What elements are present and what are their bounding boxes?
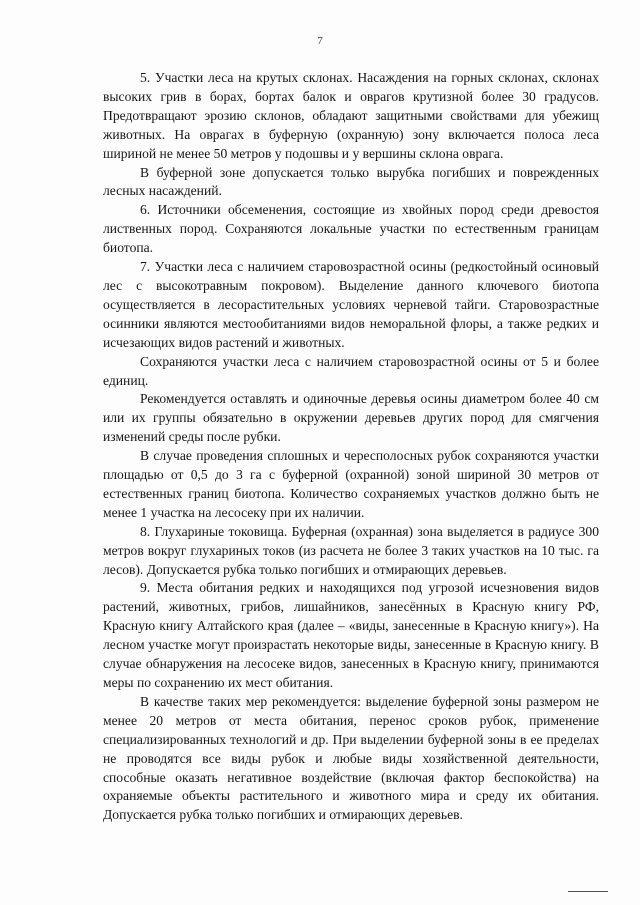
paragraph-protection-measures: В качестве таких мер рекомендуется: выделение буферной зоны размером не менее 20 метров от места обитания, перенос сроков рубок, применение специализированных технологий и др. При выделении буферной зоны в ее пределах не проводятся все виды рубок и любые виды хозяйственной деятельности, способные оказать негативное воздействие (включая фактор беспокойства) на охраняемые объекты растительного и животного мира и среду их обитания. Допускается рубка только погибших и отмирающих деревьев.	[103, 693, 599, 823]
paragraph-old-aspen: 7. Участки леса с наличием старовозрастной осины (редкостойный осиновый лес с высокотравным покровом). Выделение данного ключевого биотопа осуществляется в лесорастительных условиях черневой тайги. Старовозрастные осинники являются местообитаниями видов неморальной флоры, а также редких и исчезающих видов растений и животных.	[103, 259, 599, 350]
paragraph-aspen-recommendation: Рекомендуется оставлять и одиночные деревья осины диаметром более 40 см или их группы обязательно в окружении деревьев других пород для смягчения изменений среды после рубки.	[103, 391, 599, 445]
paragraph-buffer-zone-felling: В буферной зоне допускается только вырубка погибших и поврежденных лесных насаждений.	[103, 164, 599, 199]
paragraph-seed-sources: 6. Источники обсеменения, состоящие из хвойных пород среди древостоя лиственных пород. Сохраняются локальные участки по естественным границам биотопа.	[103, 202, 599, 256]
paragraph-capercaillie-leks: 8. Глухариные токовища. Буферная (охранная) зона выделяется в радиусе 300 метров вокруг глухариных токов (из расчета не более 3 таких участков на 10 тыс. га лесов). Допускается рубка только погибших и отмирающих деревьев.	[103, 523, 599, 577]
paragraph-aspen-retention: Сохраняются участки леса с наличием старовозрастной осины от 5 и более единиц.	[103, 353, 599, 388]
footer-rule	[568, 891, 608, 892]
page-number: 7	[317, 35, 323, 47]
paragraph-clear-cut-retention: В случае проведения сплошных и чересполосных рубок сохраняются участки площадью от 0,5 до 3 га с буферной (охранной) зоной шириной 30 метров от естественных границ биотопа. Количество сохраняемых участков должно быть не менее 1 участка на лесосеку при их наличии.	[103, 448, 599, 520]
paragraph-steep-slopes: 5. Участки леса на крутых склонах. Насаждения на горных склонах, склонах высоких грив в борах, бортах балок и оврагов крутизной более 30 градусов. Предотвращают эрозию склонов, обладают защитными свойствами для убежищ животных. На оврагах в буферную (охранную) зону включается полоса леса шириной не менее 50 метров у подошвы и у вершины склона оврага.	[103, 70, 599, 161]
document-body	[103, 69, 599, 825]
paragraph-red-book-habitats: 9. Места обитания редких и находящихся под угрозой исчезновения видов растений, животных, грибов, лишайников, занесённых в Красную книгу РФ, Красную книгу Алтайского края (далее – «виды, занесенные в Красную книгу»). На лесном участке могут произрастать некоторые виды, занесенные в Красную книгу. В случае обнаружения на лесосеке видов, занесенных в Красную книгу, принимаются меры по сохранению их мест обитания.	[103, 580, 599, 690]
